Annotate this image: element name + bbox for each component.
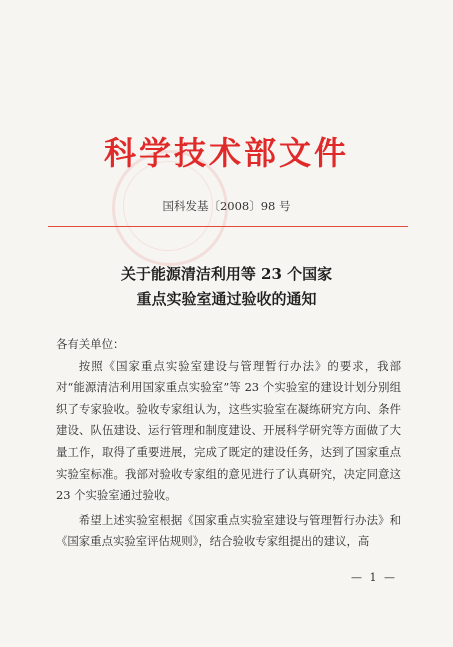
reverse-side-bleed — [55, 64, 405, 106]
document-body — [56, 334, 401, 553]
bleed-line — [55, 92, 405, 106]
notice-title — [0, 262, 453, 312]
notice-title-line-1: 关于能源清洁利用等 23 个国家 — [120, 265, 333, 283]
salutation: 各有关单位： — [56, 337, 125, 351]
page-number: — 1 — — [351, 571, 397, 584]
document-number: 国科发基〔2008〕98 号 — [162, 199, 291, 213]
bleed-line — [55, 78, 405, 92]
document-header-title: 科学技术部文件 — [103, 134, 349, 172]
header-divider — [48, 226, 408, 227]
bleed-line — [55, 64, 405, 78]
body-paragraph-1: 按照《国家重点实验室建设与管理暂行办法》的要求，我部对“能源清洁利用国家重点实验室”等 23 个实验室的建设计划分别组织了专家验收。验收专家组认为，这些实验室在凝练研究方向、条件建设、队伍建设、运行管理和制度建设、开展科学研究等方面做了大量工作，取得了重要进展，完成了既定的建设任务，达到了国家重点实验室标准。我部对验收专家组的意见进行了认真研究，决定同意这 23 个实验室通过验收。 — [56, 358, 401, 503]
notice-title-line-2: 重点实验室通过验收的通知 — [136, 290, 317, 308]
body-paragraph-2: 希望上述实验室根据《国家重点实验室建设与管理暂行办法》和《国家重点实验室评估规则》，结合验收专家组提出的建议，高 — [56, 512, 401, 549]
